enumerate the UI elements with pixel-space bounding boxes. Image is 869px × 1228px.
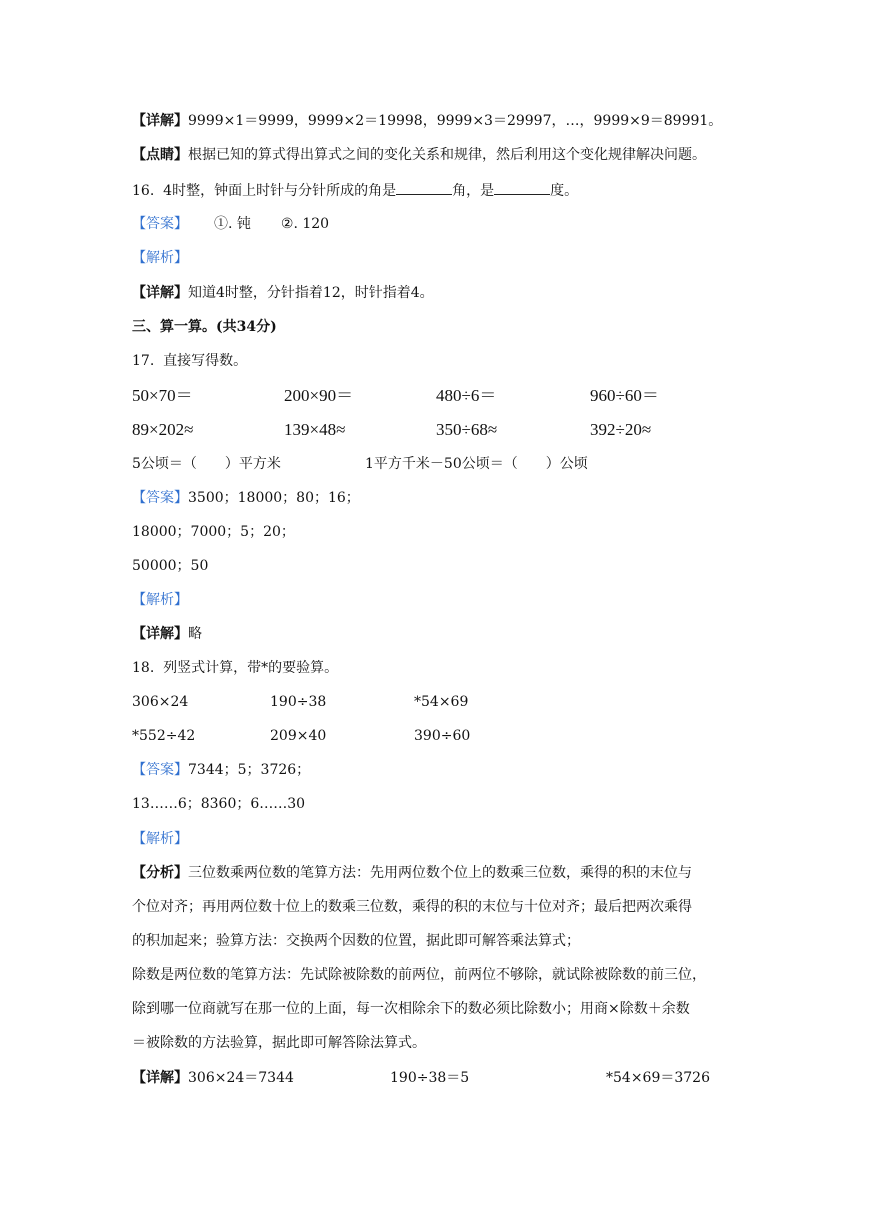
answer-16: 【答案】 ①. 钝 ②. 120 <box>132 216 330 232</box>
analysis-18-line-1: 【分析】三位数乘两位数的笔算方法：先用两位数个位上的数乘三位数，乘得的积的末位与 <box>132 865 692 881</box>
expr-r1-1: 50×70＝ <box>132 386 193 405</box>
expr-r2-3: 350÷68≈ <box>436 420 498 439</box>
expr-r2-1: 89×202≈ <box>132 420 194 439</box>
calc-r1-2: 190÷38 <box>270 694 327 710</box>
calc-r2-1: *552÷42 <box>132 728 196 744</box>
analysis-18-line-6: ＝被除数的方法验算，据此即可解答除法算式。 <box>132 1035 426 1051</box>
answer-blank-2 <box>494 180 550 195</box>
calc-r2-3: 390÷60 <box>414 728 471 744</box>
unit-question-2: 1平方千米－50公顷＝（ ）公顷 <box>365 456 588 472</box>
calc-r1-1: 306×24 <box>132 694 189 710</box>
analysis-18-line-4: 除数是两位数的笔算方法：先试除被除数的前两位，前两位不够除，就试除被除数的前三位， <box>132 967 706 983</box>
calc-r1-3: *54×69 <box>414 694 469 710</box>
detail-16: 【详解】知道4时整，分针指着12，时针指着4。 <box>132 285 434 301</box>
detail-18-calc-1: 【详解】306×24＝7344 <box>132 1070 294 1086</box>
detail-17: 【详解】略 <box>132 626 202 642</box>
answer-blank-1 <box>396 180 452 195</box>
expr-r1-3: 480÷6＝ <box>436 386 497 405</box>
analysis-18-line-2: 个位对齐；再用两位数十位上的数乘三位数，乘得的积的末位与十位对齐；最后把两次乘得 <box>132 899 692 915</box>
analysis-label-18: 【解析】 <box>132 831 188 847</box>
question-16: 16. 4时整，钟面上时针与分针所成的角是 角，是 度。 <box>132 180 578 201</box>
detail-line-1: 【详解】9999×1＝9999，9999×2＝19998，9999×3＝29997，…，9999×9＝89991。 <box>132 113 723 129</box>
expr-r1-2: 200×90＝ <box>284 386 354 405</box>
question-18: 18. 列竖式计算，带*的要验算。 <box>132 660 339 676</box>
detail-18-calc-2: 190÷38＝5 <box>390 1070 470 1086</box>
section-3-title: 三、算一算。(共34分) <box>132 319 277 335</box>
answer-18-line-2: 13……6；8360；6……30 <box>132 796 306 812</box>
answer-17: 【答案】3500；18000；80；16； <box>132 490 360 506</box>
detail-18-calc-3: *54×69＝3726 <box>606 1070 710 1086</box>
answer-18: 【答案】7344；5；3726； <box>132 762 311 778</box>
analysis-18-line-3: 的积加起来；验算方法：交换两个因数的位置，据此即可解答乘法算式； <box>132 933 580 949</box>
analysis-18-line-5: 除到哪一位商就写在那一位的上面，每一次相除余下的数必须比除数小；用商×除数＋余数 <box>132 1001 690 1017</box>
analysis-label-16: 【解析】 <box>132 250 188 266</box>
unit-question-1: 5公顷＝（ ）平方米 <box>132 456 281 472</box>
answer-17-line-3: 50000；50 <box>132 558 209 574</box>
question-17: 17. 直接写得数。 <box>132 353 248 369</box>
answer-17-line-2: 18000；7000；5；20； <box>132 524 295 540</box>
calc-r2-2: 209×40 <box>270 728 327 744</box>
analysis-label-17: 【解析】 <box>132 592 188 608</box>
expr-r2-4: 392÷20≈ <box>590 420 652 439</box>
expr-r2-2: 139×48≈ <box>284 420 346 439</box>
note-line: 【点睛】根据已知的算式得出算式之间的变化关系和规律，然后利用这个变化规律解决问题。 <box>132 147 706 163</box>
expr-r1-4: 960÷60＝ <box>590 386 659 405</box>
